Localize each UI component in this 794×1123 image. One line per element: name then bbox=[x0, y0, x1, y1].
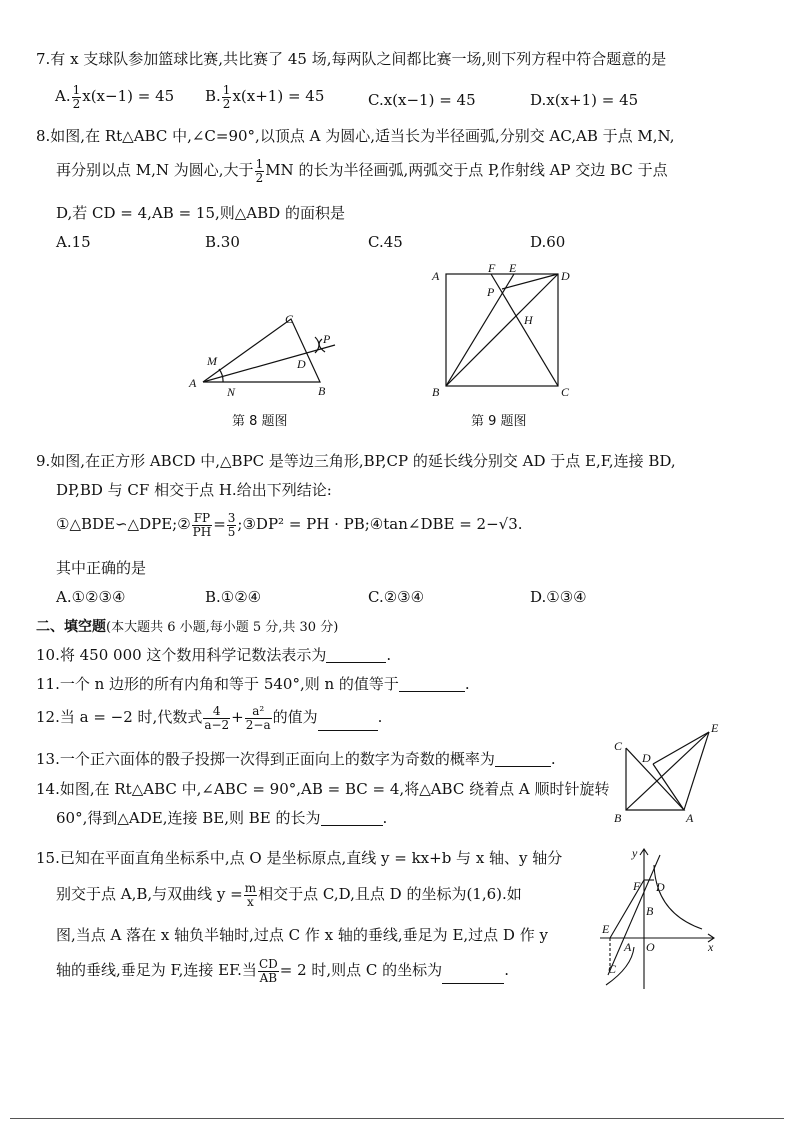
fig8-label-p: P bbox=[323, 332, 331, 346]
q15-line1: 15.已知在平面直角坐标系中,点 O 是坐标原点,直线 y = kx+b 与 x 轴、y 轴分 bbox=[36, 849, 563, 867]
q7-option-a-letter: A. bbox=[55, 87, 71, 106]
q12-fraction-1: $\frac{4}{a-2}$ bbox=[204, 704, 230, 732]
q9-value-fraction: $\frac{3}{5}$ bbox=[227, 511, 236, 539]
fig9-line-be bbox=[446, 274, 514, 386]
q8-option-b[interactable]: B.30 bbox=[205, 233, 240, 251]
fig14-triangle-abc bbox=[626, 748, 684, 810]
fig15-label-o: O bbox=[646, 940, 655, 954]
fig14-label-b: B bbox=[614, 811, 622, 825]
fig9-diagonal-bd bbox=[446, 274, 558, 386]
fig9-label-h: H bbox=[524, 313, 533, 327]
fig9-label-b: B bbox=[432, 385, 440, 399]
q15-line2: 别交于点 A,B,与双曲线 y = $\frac{m}{x}$ 相交于点 C,D,且点 D 的坐标为(1,6).如 bbox=[56, 881, 522, 909]
q15-line3: 图,当点 A 落在 x 轴负半轴时,过点 C 作 x 轴的垂线,垂足为 E,过点 D 作 y bbox=[56, 926, 548, 944]
q9-prompt: 其中正确的是 bbox=[56, 559, 147, 577]
fig15-label-d: D bbox=[656, 880, 665, 894]
fig15-label-c: C bbox=[608, 962, 617, 976]
q13: 13.一个正六面体的骰子投掷一次得到正面向上的数字为奇数的概率为 . bbox=[36, 750, 556, 768]
q7-option-a-fraction: $\frac{1}{2}$ bbox=[72, 83, 81, 111]
figure-9 bbox=[428, 262, 578, 402]
fig8-label-d: D bbox=[297, 357, 306, 371]
fig8-label-a: A bbox=[189, 376, 197, 390]
fig8-label-b: B bbox=[318, 384, 326, 398]
fig9-label-d: D bbox=[561, 269, 570, 283]
q15-answer-blank[interactable] bbox=[442, 969, 504, 984]
q8-option-a[interactable]: A.15 bbox=[56, 233, 91, 251]
fig15-label-y: y bbox=[632, 846, 638, 860]
section-2-note: (本大题共 6 小题,每小题 5 分,共 30 分) bbox=[106, 620, 339, 635]
fig14-side-ad bbox=[653, 764, 684, 810]
section-2-title: 二、填空题 bbox=[36, 619, 106, 635]
q7-option-b-fraction: $\frac{1}{2}$ bbox=[222, 83, 231, 111]
q7-option-b[interactable] bbox=[205, 84, 324, 110]
q8-option-d[interactable]: D.60 bbox=[530, 233, 566, 251]
q7-option-c[interactable]: C.x(x−1) = 45 bbox=[368, 91, 476, 109]
fig15-label-f: F bbox=[633, 879, 641, 893]
q7-option-a-expr: x(x−1) = 45 bbox=[82, 87, 175, 106]
figure-8 bbox=[185, 305, 355, 405]
fig14-label-a: A bbox=[686, 811, 694, 825]
fig8-arc-mn bbox=[219, 369, 223, 382]
fig8-label-n: N bbox=[227, 385, 236, 399]
fig8-caption: 第 8 题图 bbox=[232, 414, 288, 429]
q8-option-c[interactable]: C.45 bbox=[368, 233, 403, 251]
fig9-line-dp bbox=[502, 274, 558, 289]
q10: 10.将 450 000 这个数用科学记数法表示为 . bbox=[36, 646, 392, 664]
q8-line3: D,若 CD = 4,AB = 15,则△ABD 的面积是 bbox=[56, 204, 345, 222]
q8-line2: 再分别以点 M,N 为圆心,大于 $\frac{1}{2}$ MN 的长为半径画弧,两弧交于点 P,作射线 AP 交边 BC 于点 bbox=[56, 157, 668, 185]
fig9-line-cf bbox=[491, 274, 558, 386]
fig8-label-m: M bbox=[207, 354, 217, 368]
q7-option-d[interactable]: D.x(x+1) = 45 bbox=[530, 91, 639, 109]
q14-answer-blank[interactable] bbox=[321, 811, 383, 826]
q13-answer-blank[interactable] bbox=[495, 752, 551, 767]
q9-line1: 9.如图,在正方形 ABCD 中,△BPC 是等边三角形,BP,CP 的延长线分别交 AD 于点 E,F,连接 BD, bbox=[36, 452, 676, 470]
fig14-label-e: E bbox=[711, 721, 719, 735]
q10-answer-blank[interactable] bbox=[326, 648, 386, 663]
section-2-heading bbox=[36, 619, 338, 634]
fig9-label-a: A bbox=[432, 269, 440, 283]
q15-line4: 轴的垂线,垂足为 F,连接 EF.当 $\frac{CD}{AB}$ = 2 时,则点 C 的坐标为 . bbox=[56, 957, 509, 985]
fig14-label-c: C bbox=[614, 739, 623, 753]
fig15-label-a: A bbox=[624, 940, 632, 954]
fig9-label-p: P bbox=[487, 285, 495, 299]
q7-option-b-expr: x(x+1) = 45 bbox=[232, 87, 325, 106]
q9-line2: DP,BD 与 CF 相交于点 H.给出下列结论: bbox=[56, 481, 332, 499]
fig15-label-e: E bbox=[602, 922, 610, 936]
q11-answer-blank[interactable] bbox=[399, 677, 465, 692]
q12-answer-blank[interactable] bbox=[318, 716, 378, 731]
q7-option-b-letter: B. bbox=[205, 87, 221, 106]
q8-line1: 8.如图,在 Rt△ABC 中,∠C=90°,以顶点 A 为圆心,适当长为半径画弧,分别交 AC,AB 于点 M,N, bbox=[36, 127, 675, 145]
figure-15 bbox=[596, 843, 726, 993]
q8-half-fraction: $\frac{1}{2}$ bbox=[255, 157, 264, 185]
fig9-label-c: C bbox=[561, 385, 570, 399]
q9-option-c[interactable]: C.②③④ bbox=[368, 588, 425, 606]
q9-option-a[interactable]: A.①②③④ bbox=[56, 588, 126, 606]
fig15-label-x: x bbox=[708, 940, 714, 954]
fig9-label-f: F bbox=[488, 262, 496, 275]
fig9-caption: 第 9 题图 bbox=[471, 414, 527, 429]
q15-hyperbola-fraction: $\frac{m}{x}$ bbox=[244, 881, 257, 909]
fig8-label-c: C bbox=[285, 312, 294, 326]
q15-ratio-fraction: $\frac{CD}{AB}$ bbox=[258, 957, 278, 985]
q9-conclusions: ①△BDE∽△DPE;② $\frac{FP}{PH}$ = $\frac{3}{5}$ ;③DP² = PH · PB;④tan∠DBE = 2−√3. bbox=[56, 511, 523, 539]
q11: 11.一个 n 边形的所有内角和等于 540°,则 n 的值等于 . bbox=[36, 675, 470, 693]
fig14-label-d: D bbox=[642, 751, 651, 765]
q12-fraction-2: $\frac{\text{a²}}{2-a}$ bbox=[245, 704, 271, 732]
q14-line2: 60°,得到△ADE,连接 BE,则 BE 的长为 . bbox=[56, 809, 388, 827]
page-bottom-rule bbox=[10, 1118, 784, 1119]
q9-option-b[interactable]: B.①②④ bbox=[205, 588, 262, 606]
fig15-label-b: B bbox=[646, 904, 654, 918]
fig15-hyperbola-branch-1 bbox=[654, 865, 702, 929]
q9-option-d[interactable]: D.①③④ bbox=[530, 588, 587, 606]
figure-14 bbox=[606, 718, 726, 828]
q12: 12.当 a = −2 时,代数式 $\frac{4}{a-2}$ + $\frac{\text{a²}}{2-a}$ 的值为 . bbox=[36, 704, 383, 732]
q7-option-a[interactable] bbox=[55, 84, 174, 110]
q7-stem: 7.有 x 支球队参加篮球比赛,共比赛了 45 场,每两队之间都比赛一场,则下列方程中符合题意的是 bbox=[36, 50, 667, 68]
fig9-label-e: E bbox=[509, 262, 517, 275]
q14-line1: 14.如图,在 Rt△ABC 中,∠ABC = 90°,AB = BC = 4,将△ABC 绕着点 A 顺时针旋转 bbox=[36, 780, 610, 798]
q9-ratio-fraction: $\frac{FP}{PH}$ bbox=[192, 511, 212, 539]
